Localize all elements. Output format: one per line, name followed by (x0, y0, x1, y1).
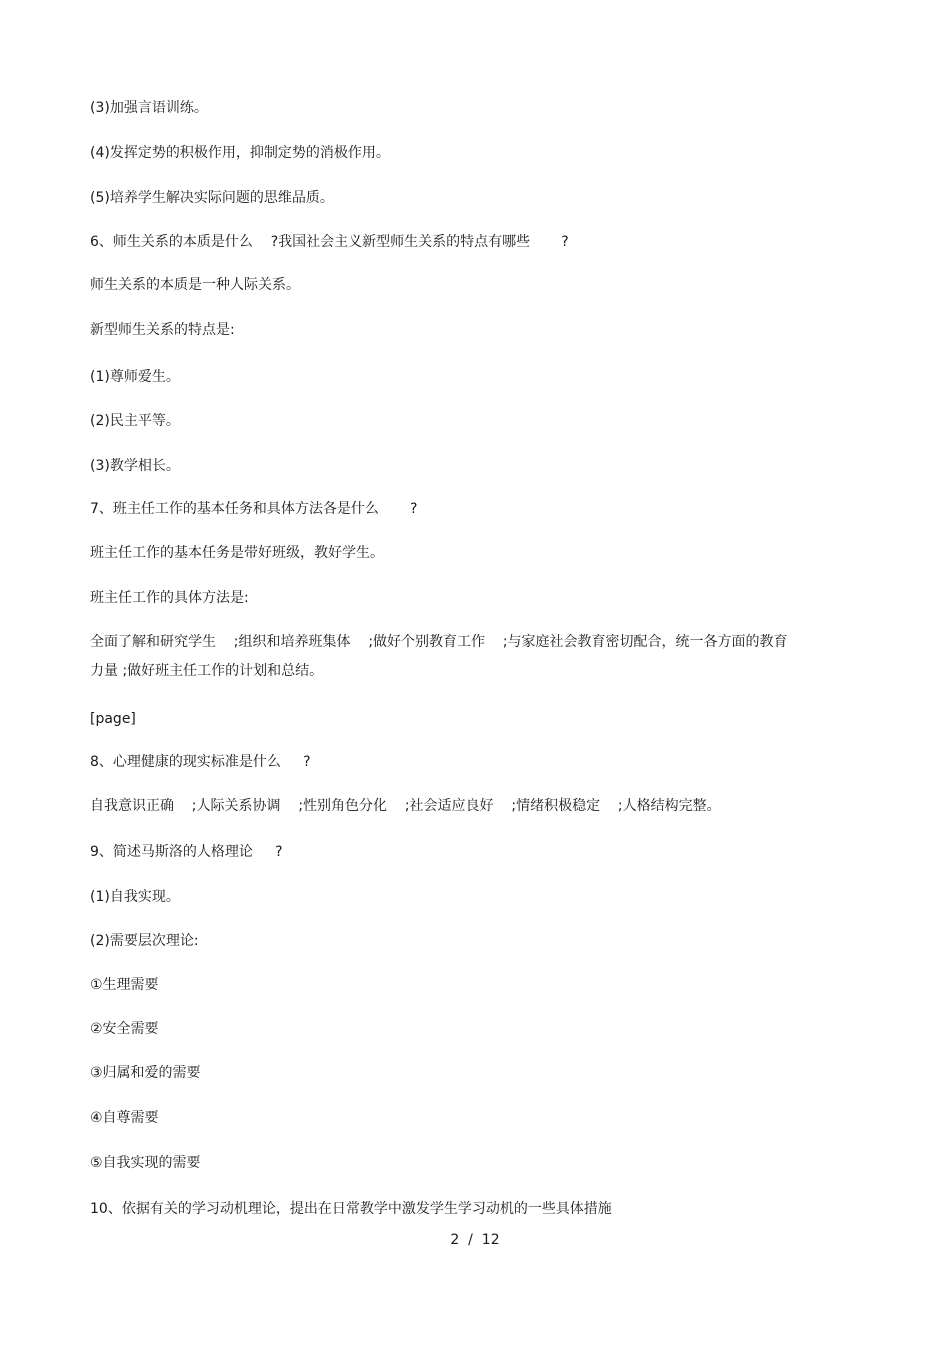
text-line: 师生关系的本质是一种人际关系。 (90, 277, 300, 293)
text-line: (2)需要层次理论: (90, 933, 199, 949)
text-line: (1)自我实现。 (90, 889, 180, 905)
text-line: 班主任工作的具体方法是: (90, 590, 249, 606)
question-heading: 6、师生关系的本质是什么 ?我国社会主义新型师生关系的特点有哪些 ? (90, 234, 569, 250)
page-number: 2 / 12 (450, 1232, 500, 1248)
text-line: (1)尊师爱生。 (90, 369, 180, 385)
text-line: 新型师生关系的特点是: (90, 322, 235, 338)
list-item: ⑤自我实现的需要 (90, 1155, 201, 1171)
text-line: 自我意识正确 ;人际关系协调 ;性别角色分化 ;社会适应良好 ;情绪积极稳定 ;人格结构完整。 (90, 798, 721, 814)
text-line: (5)培养学生解决实际问题的思维品质。 (90, 190, 334, 206)
question-heading: 10、依据有关的学习动机理论，提出在日常教学中激发学生学习动机的一些具体措施 (90, 1201, 612, 1217)
text-line: 班主任工作的基本任务是带好班级，教好学生。 (90, 545, 384, 561)
question-heading: 9、简述马斯洛的人格理论 ? (90, 844, 283, 860)
page-marker: [page] (90, 711, 136, 727)
text-line: (3)加强言语训练。 (90, 100, 208, 116)
question-heading: 8、心理健康的现实标准是什么 ? (90, 754, 311, 770)
list-item: ③归属和爱的需要 (90, 1065, 201, 1081)
list-item: ①生理需要 (90, 977, 159, 993)
question-heading: 7、班主任工作的基本任务和具体方法各是什么 ? (90, 501, 418, 517)
list-item: ②安全需要 (90, 1021, 159, 1037)
text-line: 全面了解和研究学生 ;组织和培养班集体 ;做好个别教育工作 ;与家庭社会教育密切配合，统一各方面的教育 (90, 634, 788, 650)
text-line: 力量 ;做好班主任工作的计划和总结。 (90, 663, 324, 679)
list-item: ④自尊需要 (90, 1110, 159, 1126)
text-line: (3)教学相长。 (90, 458, 180, 474)
text-line: (4)发挥定势的积极作用，抑制定势的消极作用。 (90, 145, 390, 161)
text-line: (2)民主平等。 (90, 413, 180, 429)
